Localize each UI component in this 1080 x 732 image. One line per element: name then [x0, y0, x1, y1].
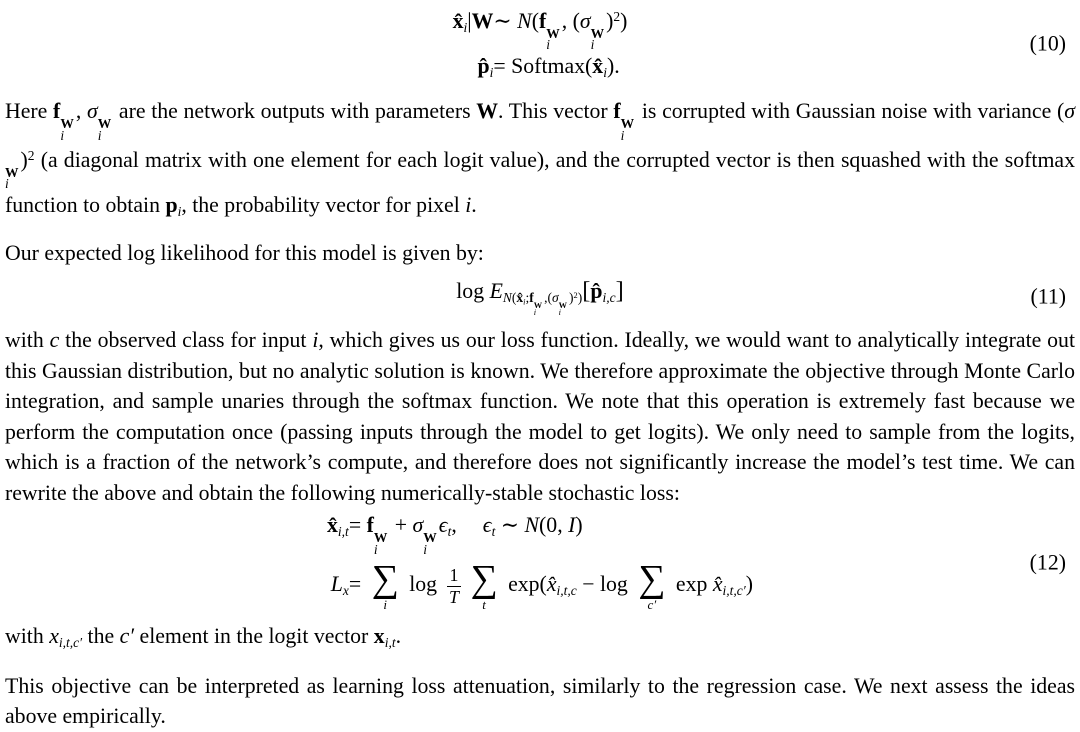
equation-block-12	[0, 513, 1080, 611]
subscript: i	[590, 37, 595, 53]
math-token: σ	[86, 99, 98, 124]
math-token: with	[5, 328, 50, 353]
math-token: with	[5, 623, 50, 648]
paragraph-monte-carlo	[0, 325, 1080, 508]
math-token: ϵ	[482, 513, 492, 538]
equation-lhs	[453, 6, 494, 43]
subscript: i	[5, 176, 9, 192]
superscript: W	[5, 164, 19, 180]
equation-12-number: (12)	[1029, 550, 1066, 575]
subscript: i	[60, 127, 65, 143]
equation-lhs	[327, 513, 349, 540]
sigma-symbol: ∑	[638, 558, 666, 601]
math-token: )	[620, 8, 628, 33]
math-group	[502, 290, 583, 318]
math-token: c	[49, 328, 60, 353]
equation-line	[456, 271, 623, 322]
math-token: (	[511, 290, 517, 306]
subsup-stack	[60, 118, 74, 141]
math-token: i,t	[337, 524, 349, 540]
math-token: i	[312, 328, 319, 353]
math-token: − log	[576, 572, 634, 597]
math-token: i	[465, 192, 472, 217]
subsup-stack	[423, 532, 437, 555]
math-token: f	[529, 290, 534, 306]
equation-rhs	[493, 1, 627, 51]
math-token: ,(	[544, 290, 552, 306]
math-token: |	[467, 8, 472, 33]
math-token: = Softmax(	[493, 53, 593, 78]
math-token: p̂	[590, 279, 603, 304]
math-token: .	[395, 623, 402, 648]
summation-index: i	[383, 597, 387, 613]
math-token: This objective can be interpreted as learning loss attenuation, similarly to the regression case. We next assess the ideas above empirically.	[5, 673, 1075, 729]
summation	[371, 558, 399, 613]
math-token: log	[456, 279, 490, 304]
superscript: W	[423, 530, 437, 546]
math-token: L	[330, 572, 343, 597]
equation-block-10	[0, 1, 1080, 87]
math-token: x	[49, 623, 59, 648]
sigma-symbol: ∑	[371, 558, 399, 601]
math-token: I	[568, 513, 576, 538]
math-token: (	[531, 8, 539, 33]
math-token: x̂	[327, 513, 338, 538]
math-token: is corrupted with Gaussian noise with variance (	[636, 99, 1065, 124]
math-token: σ	[579, 8, 591, 33]
math-token: i,t,c′	[58, 634, 83, 650]
math-token: x̂	[516, 290, 524, 306]
subscript: i	[423, 541, 428, 557]
math-token: .	[471, 192, 477, 217]
math-token: W	[476, 99, 499, 124]
equation-11-math	[0, 271, 1080, 322]
math-token: ,	[75, 99, 87, 124]
math-token: , the probability vector for pixel	[181, 192, 466, 217]
math-token: x	[373, 623, 385, 648]
paragraph-network-outputs	[0, 96, 1080, 227]
math-token: ϵ	[438, 513, 448, 538]
math-token: . This vector	[498, 99, 614, 124]
equation-10-math	[0, 1, 1080, 87]
math-token: ∼	[493, 8, 518, 33]
math-token: 2	[27, 148, 35, 164]
math-token: the observed class for input	[59, 328, 313, 353]
math-token: σ	[412, 513, 424, 538]
superscript: W	[60, 116, 74, 132]
equation-12-math	[0, 513, 1080, 611]
subscript: i	[546, 37, 550, 53]
math-token: element in the logit vector	[134, 623, 374, 648]
subsup-stack	[374, 532, 388, 555]
math-token: i	[489, 64, 494, 80]
math-token: )	[569, 290, 574, 306]
math-token: log	[403, 572, 443, 597]
math-token: f	[366, 513, 374, 538]
math-token: x̂	[546, 572, 557, 597]
math-token: )	[745, 572, 753, 597]
math-token: N	[517, 8, 532, 33]
paragraph-logit-definition	[0, 621, 1080, 658]
math-token: f	[613, 99, 621, 124]
math-token: [	[582, 277, 591, 305]
math-token: )	[575, 513, 583, 538]
math-token: c′	[119, 623, 135, 648]
math-token: f	[53, 99, 61, 124]
subsup-stack	[98, 118, 112, 141]
math-token: are the network outputs with parameters	[113, 99, 477, 124]
fraction-denominator: T	[449, 586, 459, 607]
equation-11-number: (11)	[1030, 284, 1066, 309]
equation-rhs	[348, 558, 753, 613]
math-token: =	[348, 513, 367, 538]
superscript: W	[97, 116, 112, 132]
subsup-stack	[621, 118, 635, 141]
math-token: i	[177, 203, 182, 219]
subscript: i	[533, 308, 537, 318]
superscript: W	[533, 301, 543, 311]
math-token: i,t,c	[556, 583, 577, 599]
math-token: E	[489, 279, 503, 304]
math-token: σ	[1064, 99, 1075, 124]
superscript: W	[620, 116, 635, 132]
subscript: i	[97, 127, 102, 143]
subscript: i	[558, 308, 561, 318]
math-token: 2	[573, 290, 578, 300]
math-token: x̂	[452, 8, 464, 33]
equation-10-number: (10)	[1029, 31, 1066, 56]
math-token: (a diagonal matrix with one element for each logit value), and the corrupted vector is then squashed with the softmax function to obtain	[5, 147, 1075, 217]
subsup-stack	[590, 25, 605, 53]
math-token: ,	[451, 513, 457, 538]
summation-index: t	[482, 597, 486, 613]
math-token: ).	[606, 53, 620, 78]
fraction	[447, 565, 462, 607]
math-token: p̂	[477, 53, 490, 78]
equation-lhs	[327, 572, 349, 599]
math-token: (0,	[539, 513, 569, 538]
math-token: ;	[525, 290, 530, 306]
math-token: i,t,c′	[722, 583, 746, 599]
math-token: i	[523, 297, 526, 307]
math-token: +	[389, 513, 413, 538]
math-token: Our expected log likelihood for this model is given by:	[5, 240, 484, 265]
math-token: W	[471, 8, 494, 33]
math-token: , which gives us our loss function. Ideally, we would want to analytically integrate out this Gaussian distribution, but no analytic solution is known. We therefore approximate the objective through Monte Carlo integration, and sample unaries through the softmax function. We note that this operation is extremely fast because we perform the computation once (passing inputs through the model to get logits). We only need to sample from the logits, which is a fraction of the network’s compute, and therefore does not significantly increase the model’s test time. We can rewrite the above and obtain the following numerically-stable stochastic loss:	[5, 328, 1076, 505]
equation-rhs	[493, 51, 627, 88]
equation-lhs	[453, 51, 494, 88]
subscript: i	[373, 541, 378, 557]
math-token: p	[165, 192, 178, 217]
superscript: W	[590, 25, 605, 41]
subsup-stack	[546, 25, 560, 53]
math-token: the	[82, 623, 120, 648]
math-token: Here	[5, 99, 54, 124]
subsup-stack	[534, 302, 542, 316]
equation-rhs	[349, 513, 753, 555]
math-token: , (	[561, 8, 580, 33]
math-token: ]	[615, 277, 624, 305]
math-token: )	[20, 147, 28, 172]
math-token: exp(	[502, 572, 547, 597]
paragraph-log-likelihood-intro	[0, 238, 1080, 269]
math-token: exp	[670, 572, 713, 597]
math-token: f	[538, 8, 547, 33]
superscript: W	[558, 301, 568, 311]
superscript: W	[373, 530, 388, 546]
math-token: i,c	[602, 290, 616, 306]
math-token: =	[348, 572, 367, 597]
math-token: σ	[551, 290, 559, 306]
math-token: i	[603, 64, 607, 80]
equation-block-11	[0, 271, 1080, 322]
summation-index: c′	[647, 597, 657, 613]
math-token: ∼	[495, 513, 525, 538]
subscript: i	[620, 127, 625, 143]
math-token: t	[447, 524, 452, 540]
math-token: 2	[613, 9, 621, 24]
math-token: x	[342, 583, 349, 599]
math-token: x̂	[592, 53, 604, 78]
summation	[470, 558, 498, 613]
math-token: )	[606, 8, 614, 33]
math-token: i	[463, 19, 468, 35]
summation	[638, 558, 666, 613]
subsup-stack	[5, 164, 19, 192]
math-token: N	[524, 513, 540, 538]
math-token: i,t	[384, 634, 396, 650]
sigma-symbol: ∑	[470, 558, 498, 601]
math-token: N	[502, 290, 512, 306]
fraction-numerator: 1	[447, 565, 462, 587]
math-token: x̂	[712, 572, 723, 597]
superscript: W	[546, 25, 560, 41]
math-token: t	[491, 524, 496, 540]
paragraph-conclusion	[0, 671, 1080, 732]
math-token: )	[577, 290, 583, 306]
subsup-stack	[559, 302, 567, 316]
